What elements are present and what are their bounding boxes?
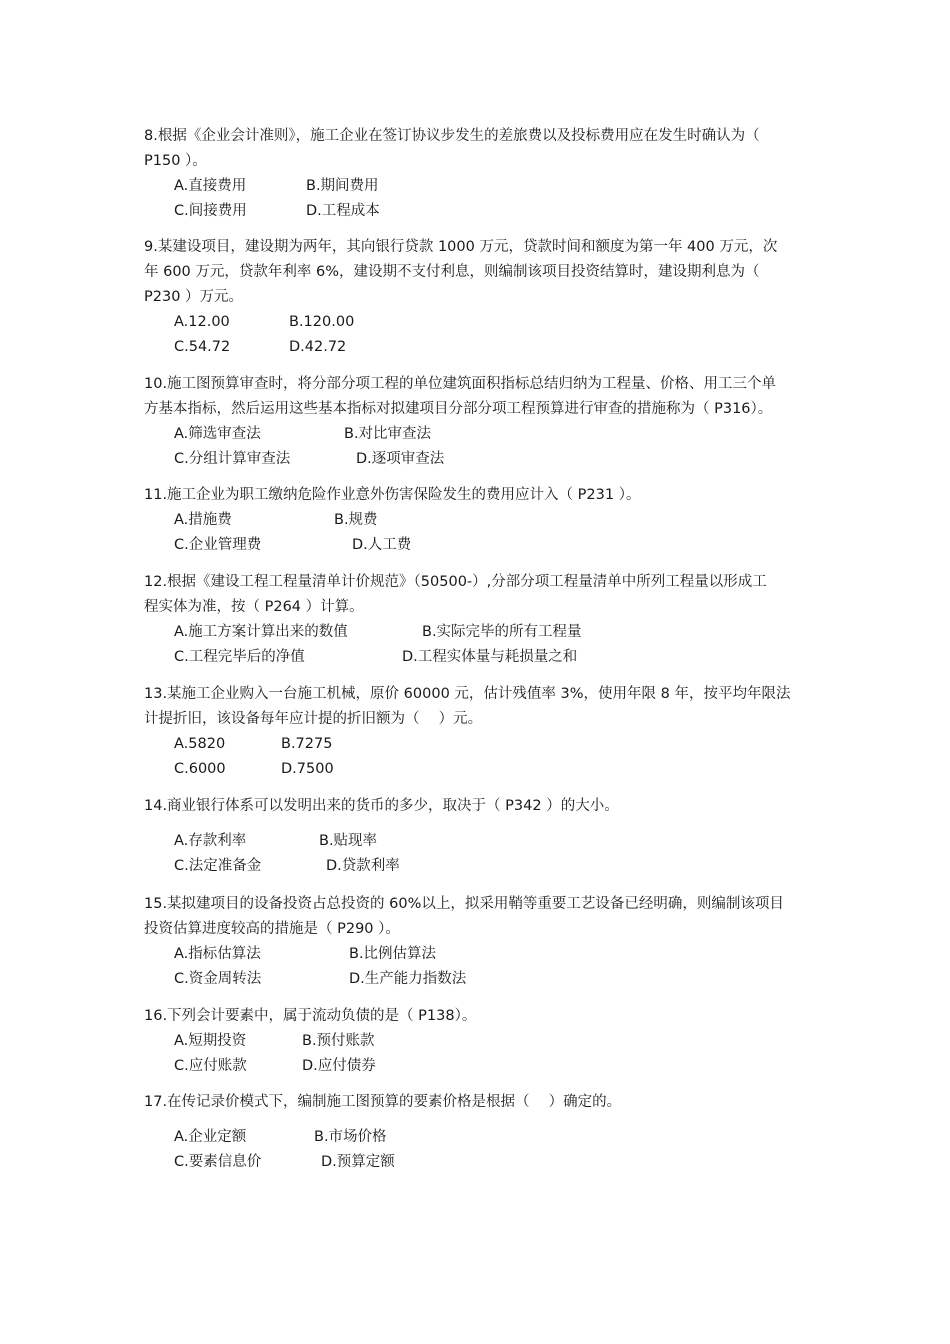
question-stem (144, 124, 809, 174)
stem-line: 方基本指标，然后运用这些基本指标对拟建项目分部分项工程预算进行审查的措施称为（ P316）。 (144, 401, 773, 417)
option-b: B.贴现率 (319, 833, 378, 849)
option-row (174, 942, 809, 967)
option-row (174, 967, 809, 992)
option-b: B.规费 (334, 512, 378, 528)
option-a: A.筛选审查法 (174, 426, 261, 442)
options (144, 942, 809, 992)
option-row (174, 757, 809, 782)
option-b: B.期间费用 (306, 178, 379, 194)
stem-line: P150 ）。 (144, 153, 207, 169)
option-row (174, 533, 809, 558)
option-d: D.42.72 (289, 339, 347, 355)
options (144, 508, 809, 558)
stem-line: 14.商业银行体系可以发明出来的货币的多少，取决于（ P342 ）的大小。 (144, 798, 619, 814)
options (144, 1125, 809, 1175)
stem-line: 11.施工企业为职工缴纳危险作业意外伤害保险发生的费用应计入（ P231 ）。 (144, 487, 641, 503)
question-stem (144, 483, 809, 508)
option-row (174, 335, 809, 360)
option-b: B.比例估算法 (349, 946, 437, 962)
question-15 (144, 892, 809, 992)
option-d: D.逐项审查法 (356, 451, 445, 467)
option-row (174, 422, 809, 447)
stem-line: 年 600 万元，贷款年利率 6%，建设期不支付利息，则编制该项目投资结算时，建设期利息为（ (144, 264, 760, 280)
option-d: D.贷款利率 (326, 858, 400, 874)
option-b: B.市场价格 (314, 1129, 387, 1145)
option-a: A.短期投资 (174, 1033, 247, 1049)
option-a: A.企业定额 (174, 1129, 247, 1145)
stem-line: 8.根据《企业会计准则》，施工企业在签订协议步发生的差旅费以及投标费用应在发生时确认为（ (144, 128, 760, 144)
question-16 (144, 1004, 809, 1079)
stem-line: 16.下列会计要素中，属于流动负债的是（ P138）。 (144, 1008, 477, 1024)
question-17 (144, 1090, 809, 1175)
option-row (174, 854, 809, 879)
option-c: C.分组计算审查法 (174, 451, 291, 467)
option-d: D.工程成本 (306, 203, 380, 219)
options (144, 310, 809, 360)
option-c: C.企业管理费 (174, 537, 262, 553)
options (144, 1029, 809, 1079)
stem-line: 12.根据《建设工程工程量清单计价规范》（50500-）,分部分项工程量清单中所列工程量以形成工 (144, 574, 767, 590)
option-row (174, 645, 809, 670)
option-row (174, 447, 809, 472)
stem-line: P230 ）万元。 (144, 289, 244, 305)
option-a: A.指标估算法 (174, 946, 261, 962)
question-13 (144, 682, 809, 782)
option-d: D.生产能力指数法 (349, 971, 467, 987)
options (144, 174, 809, 224)
option-d: D.工程实体量与耗损量之和 (402, 649, 578, 665)
question-stem (144, 570, 809, 620)
option-a: A.措施费 (174, 512, 232, 528)
option-c: C.6000 (174, 761, 226, 777)
stem-line: 程实体为准，按（ P264 ）计算。 (144, 599, 364, 615)
option-b: B.实际完毕的所有工程量 (422, 624, 582, 640)
option-row (174, 1150, 809, 1175)
question-14 (144, 794, 809, 879)
options (144, 620, 809, 670)
option-a: A.5820 (174, 736, 226, 752)
options (144, 422, 809, 472)
stem-line: 15.某拟建项目的设备投资占总投资的 60%以上，拟采用鞘等重要工艺设备已经明确，则编制该项目 (144, 896, 784, 912)
option-row (174, 199, 809, 224)
question-12 (144, 570, 809, 670)
options (144, 829, 809, 879)
question-stem (144, 235, 809, 310)
option-row (174, 174, 809, 199)
stem-line: 10.施工图预算审查时，将分部分项工程的单位建筑面积指标总结归纳为工程量、价格、用工三个单 (144, 376, 777, 392)
option-row (174, 310, 809, 335)
option-c: C.54.72 (174, 339, 231, 355)
stem-line: 13.某施工企业购入一台施工机械，原价 60000 元，估计残值率 3%，使用年限 8 年，按平均年限法 (144, 686, 791, 702)
option-a: A.12.00 (174, 314, 230, 330)
option-c: C.间接费用 (174, 203, 247, 219)
question-stem (144, 1004, 809, 1029)
option-row (174, 1125, 809, 1150)
question-9 (144, 235, 809, 360)
option-c: C.法定准备金 (174, 858, 262, 874)
question-11 (144, 483, 809, 558)
question-10 (144, 372, 809, 472)
question-stem (144, 682, 809, 732)
option-row (174, 620, 809, 645)
stem-line: 计提折旧，该设备每年应计提的折旧额为（ ）元。 (144, 711, 483, 727)
options (144, 732, 809, 782)
question-stem (144, 892, 809, 942)
option-c: C.工程完毕后的净值 (174, 649, 305, 665)
option-c: C.资金周转法 (174, 971, 262, 987)
option-b: B.预付账款 (302, 1033, 375, 1049)
option-a: A.存款利率 (174, 833, 247, 849)
option-row (174, 1029, 809, 1054)
option-d: D.人工费 (352, 537, 412, 553)
option-c: C.要素信息价 (174, 1154, 262, 1170)
question-8 (144, 124, 809, 224)
option-row (174, 829, 809, 854)
option-c: C.应付账款 (174, 1058, 247, 1074)
stem-line: 9.某建设项目，建设期为两年，其向银行贷款 1000 万元，贷款时间和额度为第一年 400 万元，次 (144, 239, 778, 255)
option-d: D.7500 (281, 761, 334, 777)
option-a: A.直接费用 (174, 178, 247, 194)
option-row (174, 732, 809, 757)
stem-line: 17.在传记录价模式下，编制施工图预算的要素价格是根据（ ）确定的。 (144, 1094, 622, 1110)
option-d: D.预算定额 (321, 1154, 395, 1170)
option-d: D.应付债券 (302, 1058, 376, 1074)
option-b: B.对比审查法 (344, 426, 432, 442)
option-row (174, 1054, 809, 1079)
option-b: B.120.00 (289, 314, 355, 330)
question-stem (144, 372, 809, 422)
option-a: A.施工方案计算出来的数值 (174, 624, 348, 640)
stem-line: 投资估算进度较高的措施是（ P290 ）。 (144, 921, 400, 937)
question-stem (144, 1090, 809, 1115)
question-stem (144, 794, 809, 819)
option-row (174, 508, 809, 533)
option-b: B.7275 (281, 736, 333, 752)
